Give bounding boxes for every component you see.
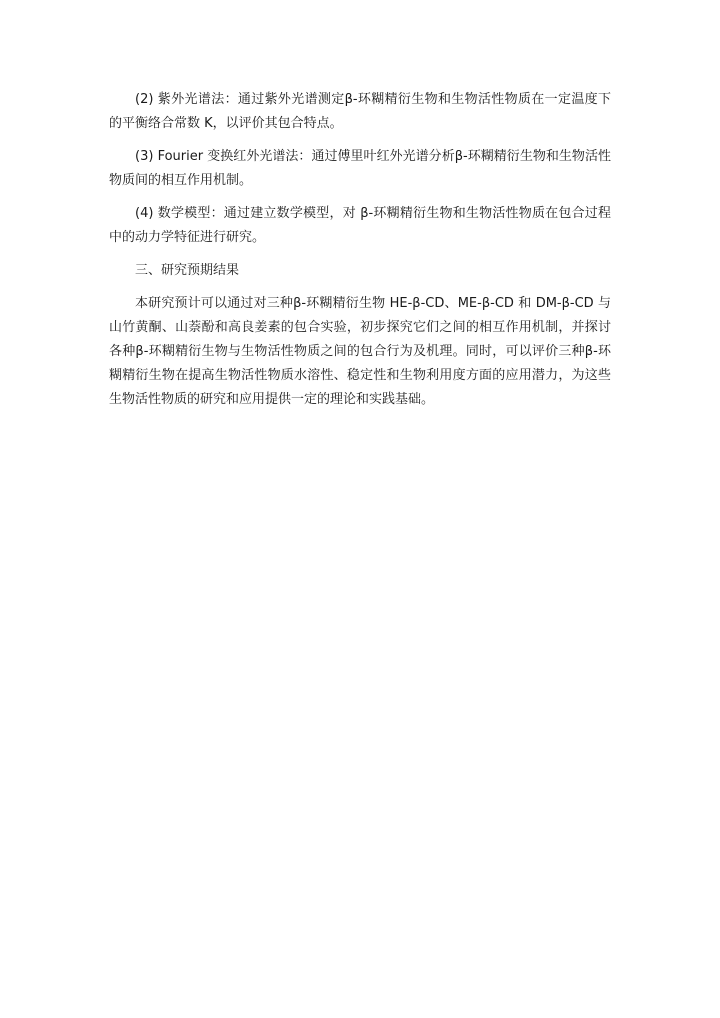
paragraph-math-model: (4) 数学模型：通过建立数学模型，对 β-环糊精衍生物和生物活性物质在包合过程中的动力学特征进行研究。: [109, 206, 611, 245]
paragraph-expected-results: 本研究预计可以通过对三种β-环糊精衍生物 HE-β-CD、ME-β-CD 和 DM-β-CD 与山竹黄酮、山萘酚和高良姜素的包合实验，初步探究它们之间的相互作用机制，并探讨各种β-环糊精衍生物与生物活性物质之间的包合行为及机理。同时，可以评价三种β-环糊精衍生物在提高生物活性物质水溶性、稳定性和生物利用度方面的应用潜力，为这些生物活性物质的研究和应用提供一定的理论和实践基础。: [109, 296, 611, 407]
document-page: [109, 88, 611, 412]
section-heading-expected-results: 三、研究预期结果: [135, 263, 240, 278]
paragraph-uv-spectroscopy: (2) 紫外光谱法：通过紫外光谱测定β-环糊精衍生物和生物活性物质在一定温度下的平衡络合常数 K，以评价其包合特点。: [109, 92, 611, 131]
paragraph-ftir-spectroscopy: (3) Fourier 变换红外光谱法：通过傅里叶红外光谱分析β-环糊精衍生物和生物活性物质间的相互作用机制。: [109, 149, 611, 188]
